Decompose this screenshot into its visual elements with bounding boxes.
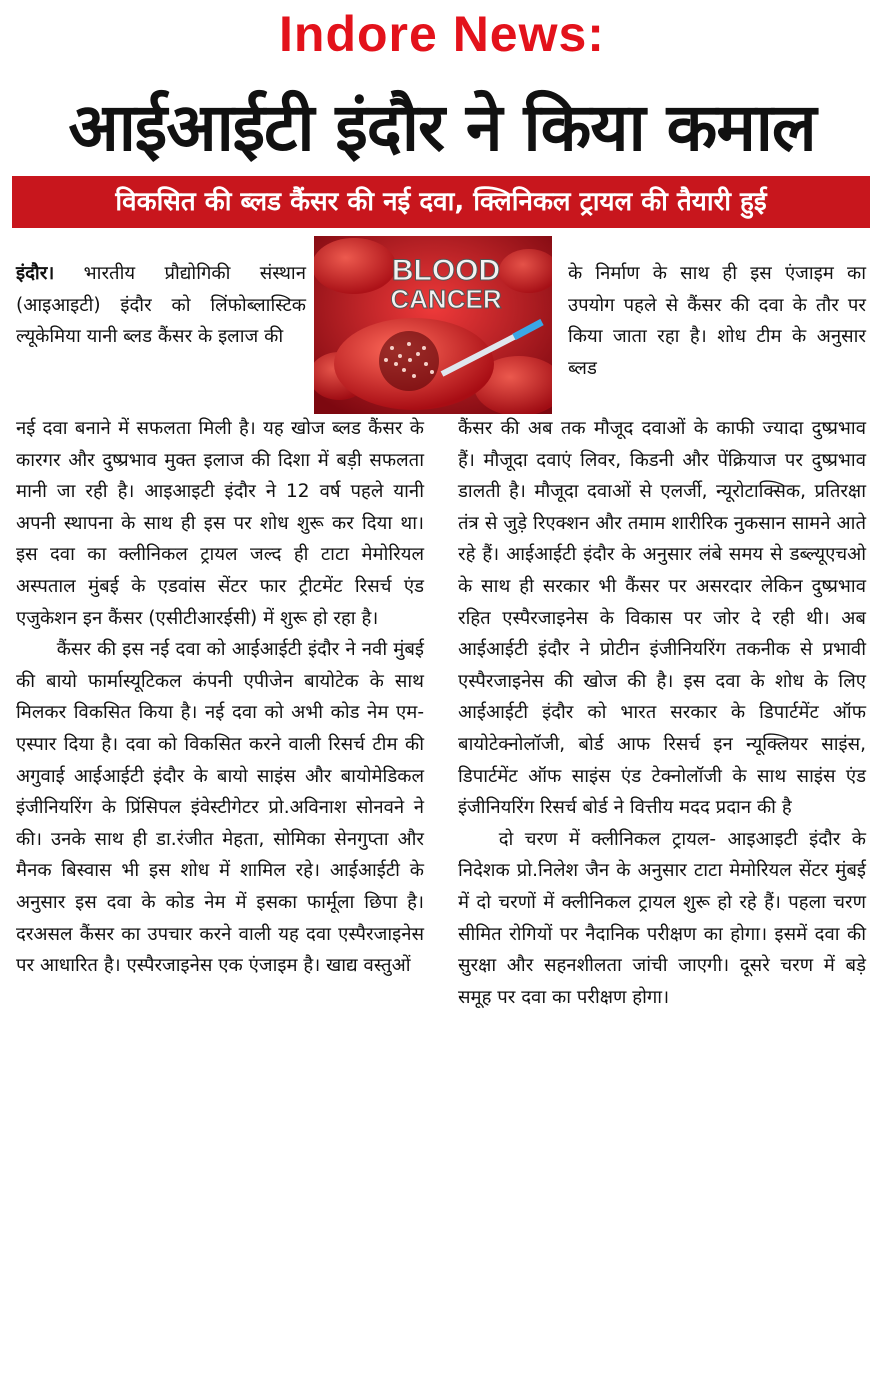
image-text-blood: BLOOD [391, 254, 501, 287]
article-left-column [16, 413, 424, 982]
intro-text: भारतीय प्रौद्योगिकी संस्थान (आइआइटी) इंदौर को लिंफोब्लास्टिक ल्यूकेमिया यानी ब्लड कैंसर के इलाज की [16, 263, 306, 348]
paragraph: कैंसर की इस नई दवा को आईआईटी इंदौर ने नवी मुंबई की बायो फार्मास्यूटिकल कंपनी एपीजेन बायोटेक के साथ मिलकर विकसित किया है। नई दवा को अभी कोड नेम एम-एस्पार दिया है। दवा को विकसित करने वाली रिसर्च टीम की अगुवाई आईआईटी इंदौर के बायो साइंस और बायोमेडिकल इंजीनियरिंग के प्रिंसिपल इंवेस्टीगेटर प्रो.अविनाश सोनवने ने की। उनके साथ ही डा.रंजीत मेहता, सोमिका सेनगुप्ता और मैनक बिस्वास भी इस शोध में शामिल रहे। आईआईटी के अनुसार इस दवा के कोड नेम में इसका फार्मूला छिपा है। दरअसल कैंसर का उपचार करने वाली यह दवा एस्पैरजाइनेस पर आधारित है। एस्पैरजाइनेस एक एंजाइम है। खाद्य वस्तुओं [16, 639, 424, 977]
article-right-column [458, 413, 866, 1013]
subheadline-banner: विकसित की ब्लड कैंसर की नई दवा, क्लिनिकल ट्रायल की तैयारी हुई [12, 176, 870, 228]
paragraph: के निर्माण के साथ ही इस एंजाइम का उपयोग पहले से कैंसर की दवा के तौर पर किया जाता रहा है। शोध टीम के अनुसार ब्लड [568, 263, 866, 379]
article-intro-column [16, 258, 306, 353]
section-kicker: Indore News: [279, 6, 605, 62]
page-headline: आईआईटी इंदौर ने किया कमाल [68, 89, 816, 166]
paragraph: कैंसर की अब तक मौजूद दवाओं के काफी ज्यादा दुष्प्रभाव हैं। मौजूदा दवाएं लिवर, किडनी और पेंक्रियाज पर दुष्प्रभाव डालती है। मौजूदा दवाओं से एलर्जी, न्यूरोटाक्सिक, प्रतिरक्षा तंत्र से जुड़े रिएक्शन और तमाम शारीरिक नुकसान सामने आते रहे हैं। आईआईटी इंदौर के अनुसार लंबे समय से डब्ल्यूएचओ के साथ ही सरकार भी कैंसर पर असरदार लेकिन दुष्प्रभाव रहित एस्पैरजाइनेस के विकास पर जोर दे रही थी। अब आईआईटी इंदौर ने प्रोटीन इंजीनियरिंग तकनीक से प्रभावी एस्पैरजाइनेस की खोज की है। इस दवा के शोध के लिए आईआईटी इंदौर को भारत सरकार के डिपार्टमेंट ऑफ बायोटेक्नोलॉजी, बोर्ड आफ रिसर्च इन न्यूक्लियर साइंस, डिपार्टमेंट ऑफ साइंस एंड टेक्नोलॉजी के साथ साइंस एंड इंजीनियरिंग रिसर्च बोर्ड ने वित्तीय मदद प्रदान की है [458, 418, 866, 819]
paragraph: नई दवा बनाने में सफलता मिली है। यह खोज ब्लड कैंसर के कारगर और दुष्प्रभाव मुक्त इलाज की दिशा में बड़ी सफलता मानी जा रही है। आइआइटी इंदौर ने 12 वर्ष पहले यानी अपनी स्थापना के साथ ही इस पर शोध शुरू कर दिया था। इस दवा का क्लीनिकल ट्रायल जल्द ही टाटा मेमोरियल अस्पताल मुंबई के एडवांस सेंटर फार ट्रीटमेंट रिसर्च एंड एजुकेशन इन कैंसर (एसीटीआरईसी) में शुरू हो रहा है। [16, 418, 424, 629]
article-right-top-column [568, 258, 866, 384]
image-text-cancer: CANCER [390, 284, 502, 314]
dateline: इंदौर। [16, 263, 55, 284]
blood-cancer-photo [314, 236, 552, 414]
paragraph: दो चरण में क्लीनिकल ट्रायल- आइआइटी इंदौर के निदेशक प्रो.निलेश जैन के अनुसार टाटा मेमोरियल सेंटर मुंबई में दो चरणों में क्लीनिकल ट्रायल शुरू हो रहे हैं। पहला चरण सीमित रोगियों पर नैदानिक परीक्षण का होगा। इसमें दवा की सुरक्षा और सहनशीलता जांची जाएगी। दूसरे चरण में बड़े समूह पर दवा का परीक्षण होगा। [458, 828, 866, 1008]
